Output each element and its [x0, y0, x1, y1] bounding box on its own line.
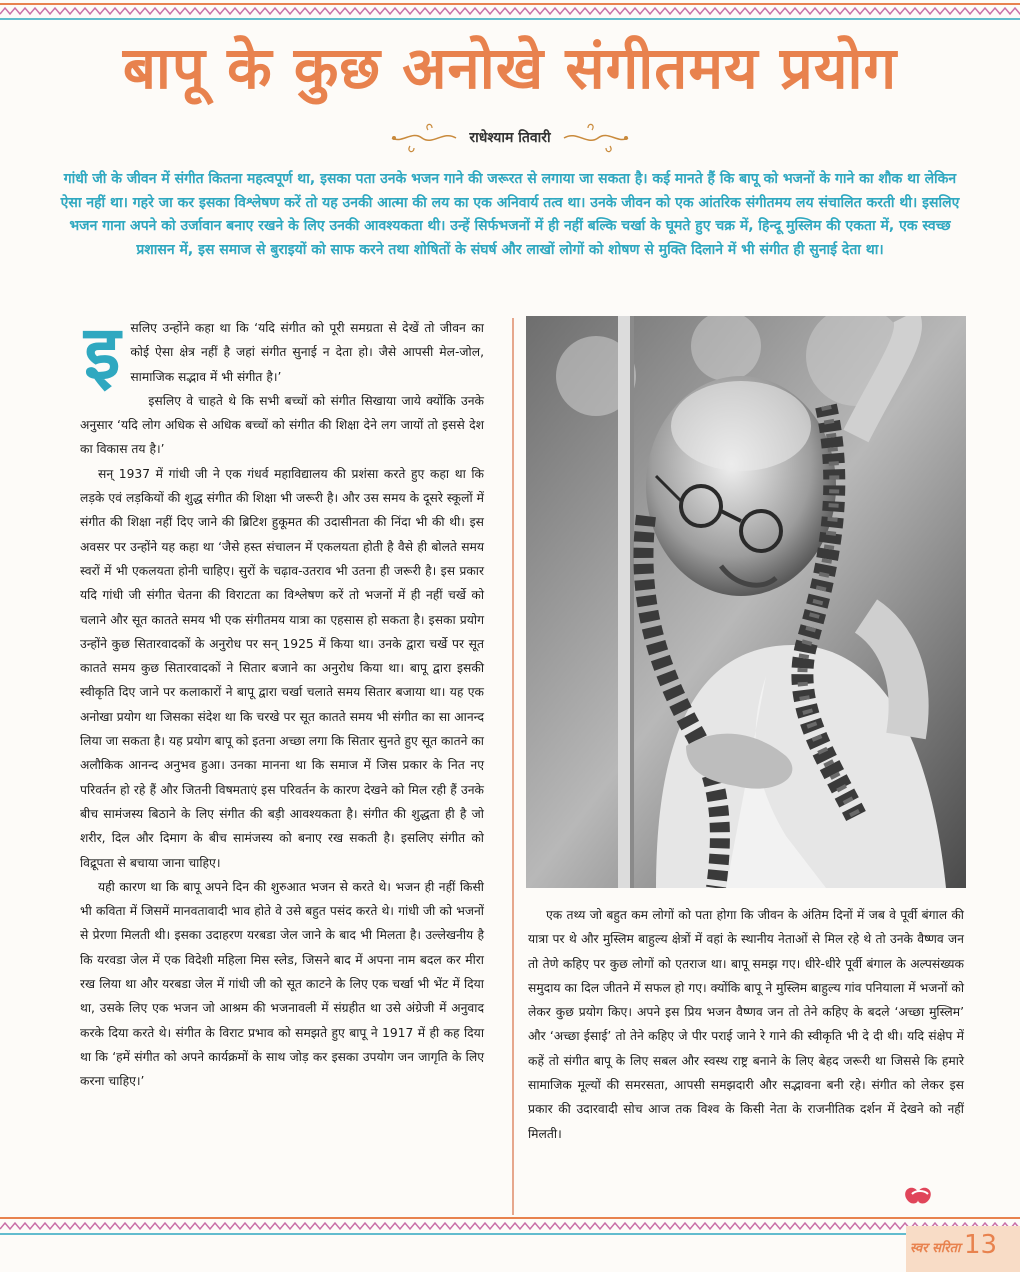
page-number: 13: [964, 1230, 998, 1260]
gandhi-photo: [526, 316, 966, 888]
end-of-article-icon: [900, 1180, 940, 1210]
paragraph-1: [80, 310, 484, 396]
paragraph-3: सन् 1937 में गांधी जी ने एक गंधर्व महाविद्यालय की प्रशंसा करते हुए कहा था कि लड़के एवं लड़कियों की शुद्ध संगीत की शिक्षा भी जरूरी है। और उस समय के दूसरे स्कूलों में संगीत की शिक्षा नहीं दिए जाने की ब्रिटिश हुकूमत की उदासीनता की निंदा भी की थी। इस अवसर पर उन्होंने यह कहा था ‘जैसे हस्त संचालन में एकलयता होती है वैसे ही बोलते समय स्वरों में भी एकलयता होनी चाहिए। सुरों के चढ़ाव-उतराव भी उतना ही जरूरी है। इस प्रकार यदि गांधी जी संगीत चेतना की विराटता का विश्लेषण करें तो भजनों में ही नहीं चर्खे को चलाने और सूत कातते समय भी एक संगीतमय यात्रा का एहसास हो सकता है। इसका प्रयोग उन्होंने कुछ सितारवादकों के अनुरोध पर सन् 1925 में किया था। उनके द्वारा चर्खे पर सूत कातते समय कुछ सितारवादकों ने सितार बजाने का अनुरोध किया था। बापू द्वारा इसकी स्वीकृति दिए जाने पर कलाकारों ने बापू द्वारा चर्खा चलाते समय सितार बजाया था। यह एक अनोखा प्रयोग था जिसका संदेश था कि चरखे पर सूत कातते समय भी संगीत का सा आनन्द लिया जा सकता है। यह प्रयोग बापू को इतना अच्छा लगा कि सितार सुनते हुए सूत कातने का अलौकिक आनन्द अनुभव हुआ। उनका मानना था कि समाज में जिस प्रकार के नित नए परिवर्तन हो रहे हैं और जितनी विषमताएं इस परिवर्तन के कारण देखने को मिल रही हैं उनके बीच सामंजस्य बिठाने के लिए संगीत की बड़ी आवश्यकता है। संगीत की शुद्धता ही है जो शरीर, दिल और दिमाग के बीच सामंजस्य को बनाए रख सकती है। इसलिए संगीत को विद्रूपता से बचाया जाना चाहिए।: [80, 466, 484, 870]
paragraph-2: इसलिए वे चाहते थे कि सभी बच्चों को संगीत सिखाया जाये क्योंकि उनके अनुसार ‘यदि लोग अधिक से अधिक बच्चों को संगीत की शिक्षा देने लग जायों तो इससे देश का विकास तय है।’: [80, 393, 484, 457]
paragraph-4: यही कारण था कि बापू अपने दिन की शुरुआत भजन से करते थे। भजन ही नहीं किसी भी कविता में जिसमें मानवतावादी भाव होते वे उसे बहुत पसंद करते थे। गांधी जी को भजनों से प्रेरणा मिलती थी। इसका उदाहरण यरबडा जेल जाने के बाद भी मिलता है। उल्लेखनीय है कि यरवडा जेल में एक विदेशी महिला मिस स्लेड, जिसने बाद में अपना नाम बदल कर मीरा रख लिया था और यरबडा जेल में गांधी जी को सूत काटने के लिए एक चर्खा भी भेंट में दिया था, उसके लिए एक भजन जो आश्रम की भजनावली में संग्रहीत था उसे अंग्रेजी में अनुवाद करके दिया करते थे। संगीत के विराट प्रभाव को समझते हुए बापू ने 1917 में ही कह दिया था कि ‘हमें संगीत को अपने कार्यक्रमों के साथ जोड़ कर इसका उपयोग जन जागृति के लिए करना चाहिए।’: [80, 879, 484, 1089]
left-column: [80, 310, 484, 1094]
magazine-name: स्वर सरिता: [910, 1241, 961, 1256]
bottom-decorative-border: [0, 1215, 1020, 1237]
author-name: राधेश्याम तिवारी: [469, 130, 551, 146]
top-decorative-border: [0, 0, 1020, 22]
right-flourish-ornament: [562, 120, 632, 156]
page-footer: [906, 1226, 1020, 1272]
right-paragraph-1: एक तथ्य जो बहुत कम लोगों को पता होगा कि जीवन के अंतिम दिनों में जब वे पूर्वी बंगाल की यात्रा पर थे और मुस्लिम बाहुल्य क्षेत्रों में वहां के स्थानीय नेताओं से मिल रहे थे तो उनके वैष्णव जन तो तेणे कहिए पर कुछ लोगों को एतराज था। बापू समझ गए। धीरे-धीरे पूर्वी बंगाल के अल्पसंख्यक समुदाय का दिल जीतने में सफल हो गए। क्योंकि बापू ने मुस्लिम बाहुल्य गांव पनियाला में भजनों को लेकर कुछ प्रयोग किए। अपने इस प्रिय भजन वैष्णव जन तो तेने कहिए के बदले ‘अच्छा मुस्लिम’ और ‘अच्छा ईसाई’ तो तेने कहिए जे पीर पराई जाने रे गाने की स्वीकृति भी दे दी थी। यदि संक्षेप में कहें तो संगीत बापू के लिए सबल और स्वस्थ राष्ट्र बनाने के लिए बेहद जरूरी था जिससे कि हमारे सामाजिक मूल्यों की समरसता, आपसी समझदारी और सद्भावना बनी रहे। संगीत को लेकर इस प्रकार की उदारवादी सोच आज तक विश्व के किसी नेता के राजनीतिक दर्शन में देखने को नहीं मिलती।: [528, 908, 964, 1141]
byline: [0, 120, 1020, 160]
paragraph-1-text: सलिए उन्होंने कहा था कि ‘यदि संगीत को पूरी समग्रता से देखें तो जीवन का कोई ऐसा क्षेत्र नहीं है जहां संगीत सुनाई न देता हो। जैसे आपसी मेल-जोल, सामाजिक सद्भाव में भी संगीत है।’: [130, 321, 484, 384]
drop-cap: इ: [84, 310, 121, 396]
right-column: [528, 903, 964, 1146]
column-divider: [512, 318, 514, 1216]
article-title: बापू के कुछ अनोखे संगीतमय प्रयोग: [122, 34, 898, 102]
intro-paragraph: गांधी जी के जीवन में संगीत कितना महत्वपूर्ण था, इसका पता उनके भजन गाने की जरूरत से लगाया जा सकता है। कई मानते हैं कि बापू को भजनों के गाने का शौक था लेकिन ऐसा नहीं था। गहरे जा कर इसका विश्लेषण करें तो यह उनकी आत्मा की लय का एक अनिवार्य तत्व था। उनके जीवन को एक आंतरिक संगीतमय लय संचालित करती थी। इसलिए भजन गाना अपने को उर्जावान बनाए रखने के लिए उनकी आवश्यकता थी। उन्हें सिर्फभजनों में ही नहीं बल्कि चर्खा के घूमते हुए चक्र में, हिन्दू मुस्लिम की एकता में, एक स्वच्छ प्रशासन में, इस समाज से बुराइयों को साफ करने तथा शोषितों के संघर्ष और लाखों लोगों को शोषण से मुक्ति दिलाने में भी संगीत ही सुनाई देता था।: [60, 171, 960, 258]
